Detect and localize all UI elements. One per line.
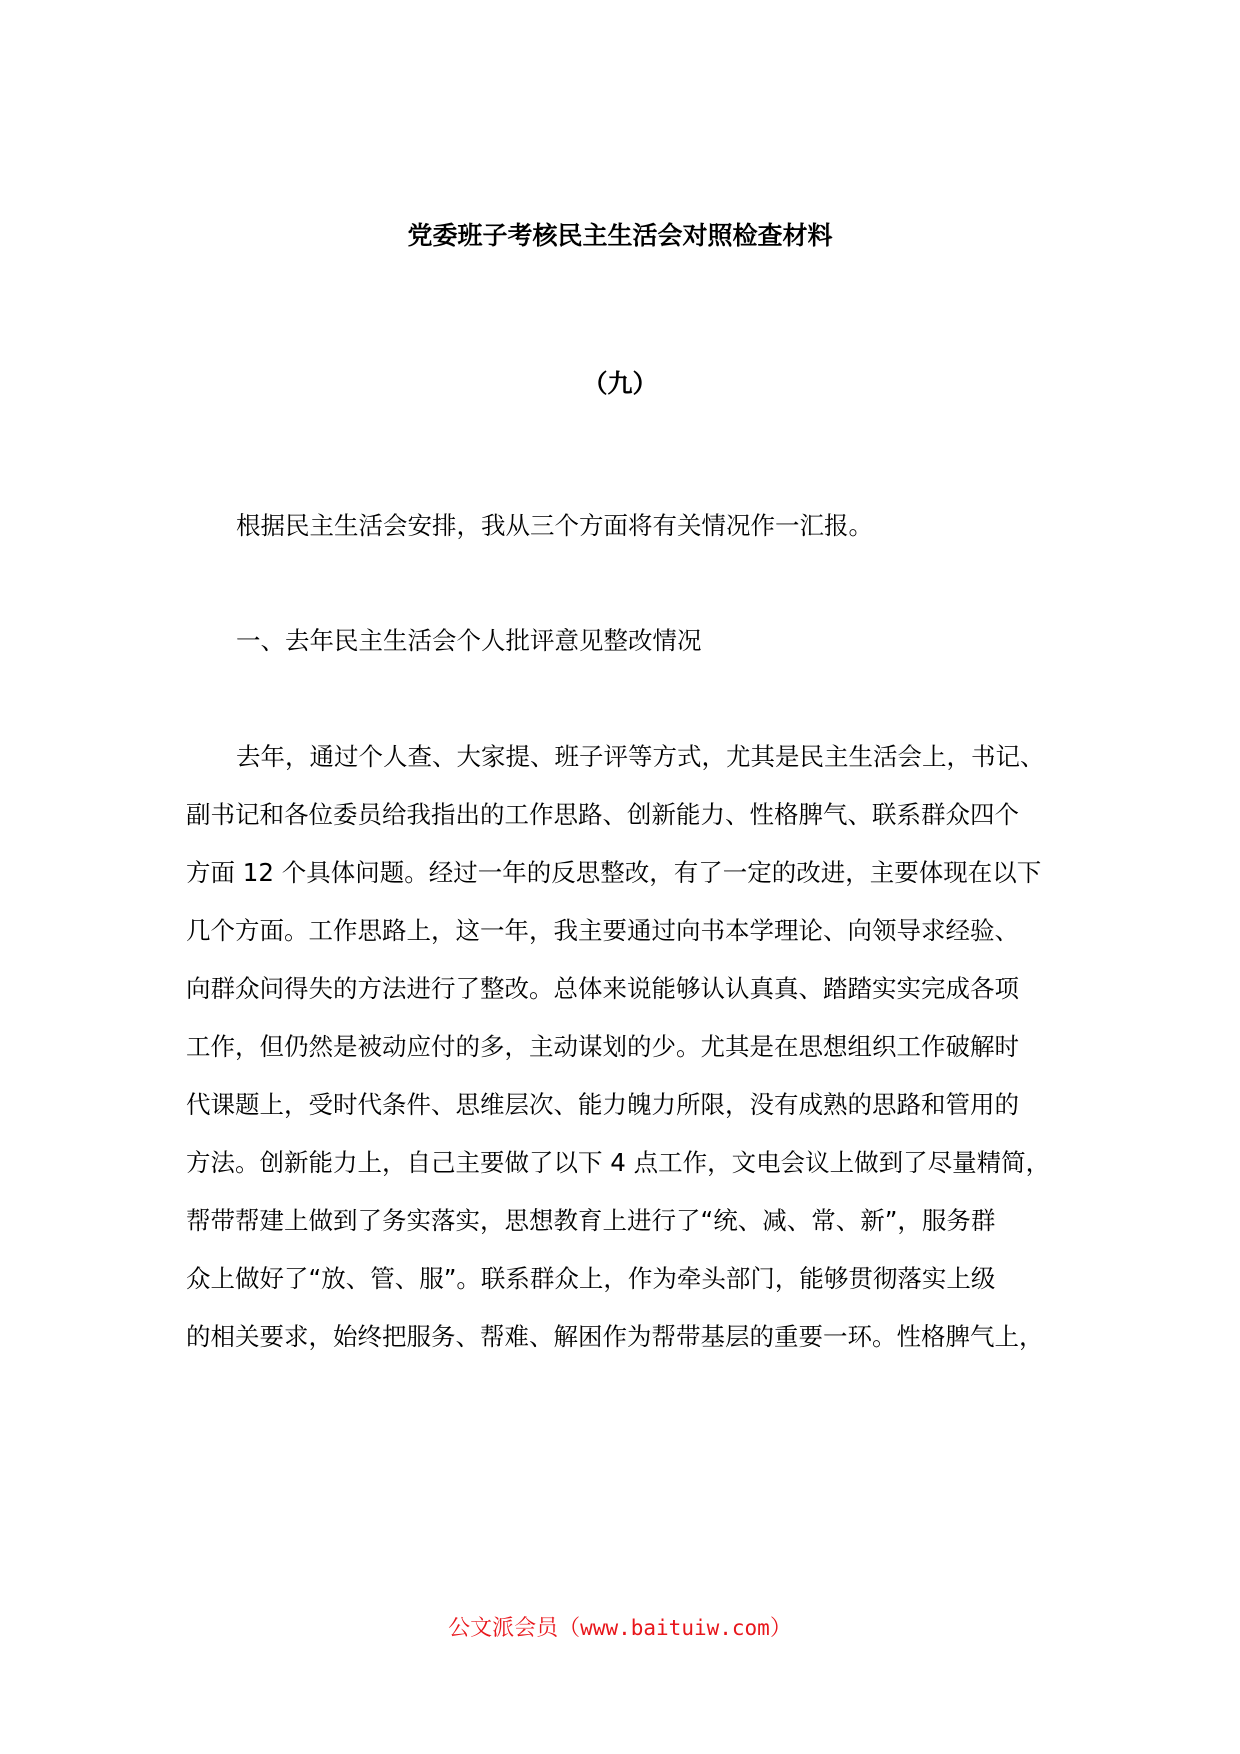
paragraph-line: 向群众问得失的方法进行了整改。总体来说能够认认真真、踏踏实实完成各项 (186, 974, 1019, 1003)
paragraph-line: 工作，但仍然是被动应付的多，主动谋划的少。尤其是在思想组织工作破解时 (186, 1032, 1019, 1061)
paragraph-line: 副书记和各位委员给我指出的工作思路、创新能力、性格脾气、联系群众四个 (186, 800, 1019, 829)
section-heading: 一、去年民主生活会个人批评意见整改情况 (236, 626, 702, 655)
footer-watermark (0, 1611, 1240, 1642)
paragraph-line: 方面 12 个具体问题。经过一年的反思整改，有了一定的改进，主要体现在以下 (186, 858, 1042, 887)
paragraph-line: 的相关要求，始终把服务、帮难、解困作为帮带基层的重要一环。性格脾气上， (186, 1322, 1044, 1351)
paragraph-line: 方法。创新能力上，自己主要做了以下 4 点工作，文电会议上做到了尽量精简， (186, 1148, 1051, 1177)
document-subtitle: （九） (582, 369, 658, 398)
paragraph-line: 去年，通过个人查、大家提、班子评等方式，尤其是民主生活会上，书记、 (236, 742, 1045, 771)
paragraph-line: 众上做好了“放、管、服”。联系群众上，作为牵头部门，能够贯彻落实上级 (186, 1264, 996, 1293)
document-title: 党委班子考核民主生活会对照检查材料 (407, 221, 833, 250)
paragraph-line: 代课题上，受时代条件、思维层次、能力魄力所限，没有成熟的思路和管用的 (186, 1090, 1019, 1119)
footer-open-paren: （ (558, 1616, 581, 1641)
footer-url-link[interactable]: www.baituiw.com (580, 1616, 770, 1640)
paragraph-line: 帮带帮建上做到了务实落实，思想教育上进行了“统、减、常、新”，服务群 (186, 1206, 996, 1235)
footer-label: 公文派会员 (448, 1616, 559, 1641)
intro-paragraph: 根据民主生活会安排，我从三个方面将有关情况作一汇报。 (236, 511, 873, 540)
paragraph-line: 几个方面。工作思路上，这一年，我主要通过向书本学理论、向领导求经验、 (186, 916, 1019, 945)
footer-close-paren: ） (769, 1616, 792, 1641)
